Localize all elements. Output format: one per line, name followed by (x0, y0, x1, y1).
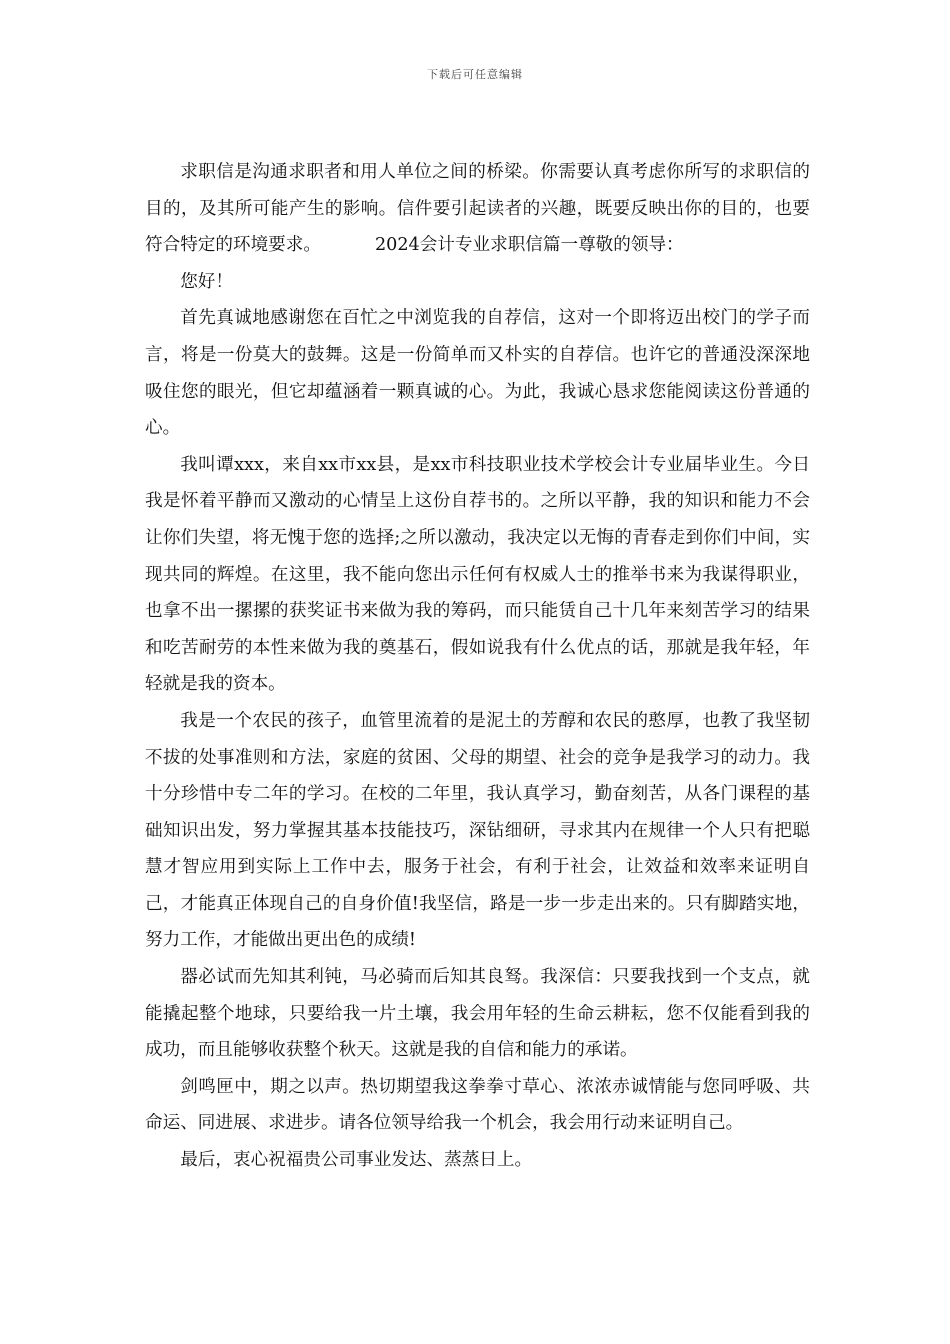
paragraph-2: 我叫谭xxx，来自xx市xx县，是xx市科技职业技术学校会计专业届毕业生。今日我是怀着平静而又激动的心情呈上这份自荐书的。之所以平静，我的知识和能力不会让你们失望，将无愧于您的选择;之所以激动，我决定以无悔的青春走到你们中间，实现共同的辉煌。在这里，我不能向您出示任何有权威人士的推举书来为我谋得职业，也拿不出一摞摞的获奖证书来做为我的筹码，而只能赁自己十几年来刻苦学习的结果和吃苦耐劳的本性来做为我的奠基石，假如说我有什么优点的话，那就是我年轻，年轻就是我的资本。 (145, 454, 810, 695)
letter-body (145, 154, 810, 1179)
paragraph-6: 最后，衷心祝福贵公司事业发达、蒸蒸日上。 (180, 1150, 533, 1171)
header-note: 下载后可任意编辑 (427, 68, 523, 81)
intro-paragraph (145, 154, 810, 264)
letter-title-salutation: 2024会计专业求职信篇一尊敬的领导： (374, 235, 684, 256)
paragraph-1: 首先真诚地感谢您在百忙之中浏览我的自荐信，这对一个即将迈出校门的学子而言，将是一份莫大的鼓舞。这是一份简单而又朴实的自荐信。也许它的普通没深深地吸住您的眼光，但它却蕴涵着一颗真诚的心。为此，我诚心恳求您能阅读这份普通的心。 (145, 308, 810, 439)
greeting: 您好！ (180, 271, 233, 292)
paragraph-4: 器必试而先知其利钝，马必骑而后知其良驽。我深信：只要我找到一个支点，就能撬起整个地球，只要给我一片土壤，我会用年轻的生命云耕耘，您不仅能看到我的成功，而且能够收获整个秋天。这就是我的自信和能力的承诺。 (145, 967, 810, 1061)
paragraph-5: 剑鸣匣中，期之以声。热切期望我这拳拳寸草心、浓浓赤诚情能与您同呼吸、共命运、同进展、求进步。请各位领导给我一个机会，我会用行动来证明自己。 (145, 1076, 810, 1134)
intro-text: 求职信是沟通求职者和用人单位之间的桥梁。你需要认真考虑你所写的求职信的目的，及其所可能产生的影响。信件要引起读者的兴趣，既要反映出你的目的，也要符合特定的环境要求。 (145, 162, 810, 256)
paragraph-3: 我是一个农民的孩子，血管里流着的是泥土的芳醇和农民的憨厚，也教了我坚韧不拔的处事准则和方法，家庭的贫困、父母的期望、社会的竞争是我学习的动力。我十分珍惜中专二年的学习。在校的二年里，我认真学习，勤奋刻苦，从各门课程的基础知识出发，努力掌握其基本技能技巧，深钻细研，寻求其内在规律一个人只有把聪慧才智应用到实际上工作中去，服务于社会，有利于社会，让效益和效率来证明自己，才能真正体现自己的自身价值!我坚信，路是一步一步走出来的。只有脚踏实地，努力工作，才能做出更出色的成绩! (145, 710, 810, 951)
